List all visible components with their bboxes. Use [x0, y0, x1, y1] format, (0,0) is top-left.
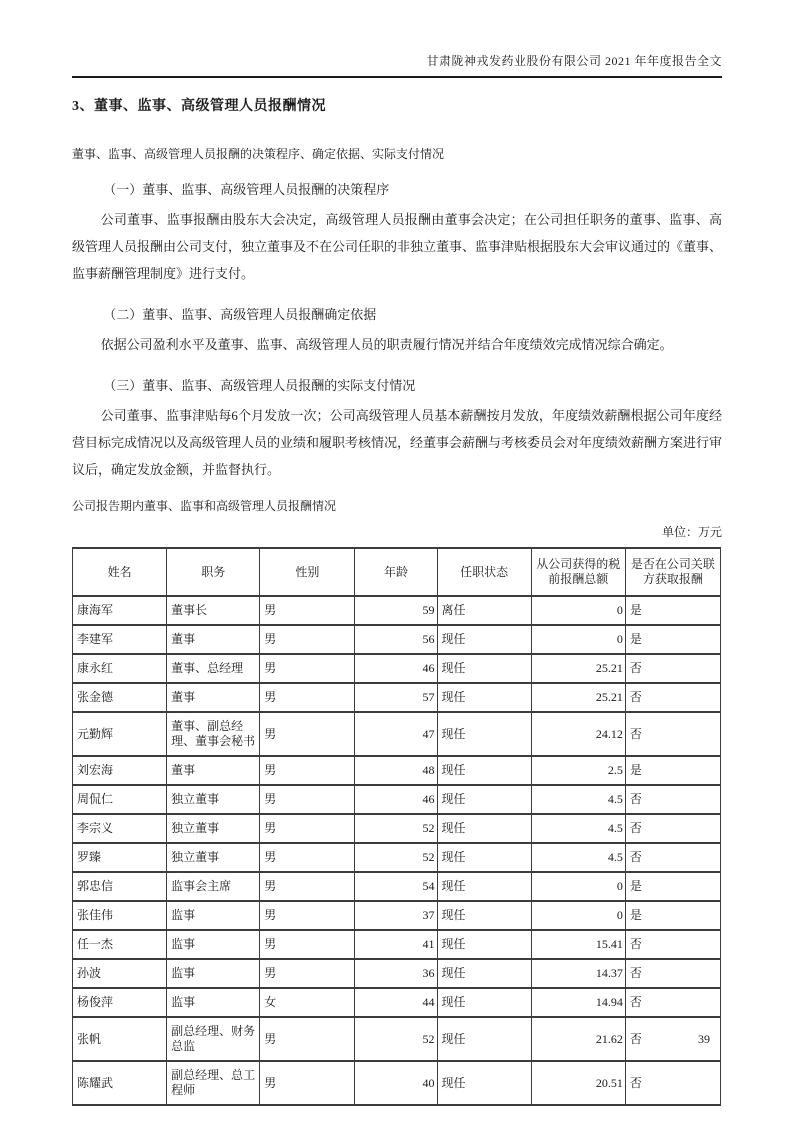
- table-row: [73, 1061, 721, 1105]
- paragraph-3: 公司董事、监事津贴每6个月发放一次；公司高级管理人员基本薪酬按月发放，年度绩效薪酬根据公司年度经营目标完成情况以及高级管理人员的业绩和履职考核情况，经董事会薪酬与考核委员会对年度绩效薪酬方案进行审议后，确定发放金额，并监督执行。: [72, 408, 723, 477]
- table-cell: 男: [260, 654, 355, 683]
- table-cell: 36: [355, 959, 437, 988]
- table-cell: 47: [355, 712, 437, 756]
- table-cell: 59: [355, 596, 437, 625]
- table-cell: 52: [355, 814, 437, 843]
- table-cell: 52: [355, 1017, 437, 1061]
- table-row: [73, 930, 721, 959]
- table-cell: 现任: [437, 872, 531, 901]
- table-row: [73, 683, 721, 712]
- page-number: 39: [698, 1032, 710, 1046]
- table-cell: 15.41: [531, 930, 625, 959]
- table-cell: 离任: [437, 596, 531, 625]
- table-cell: 57: [355, 683, 437, 712]
- table-row: [73, 625, 721, 654]
- table-cell: 46: [355, 785, 437, 814]
- table-cell: 周侃仁: [73, 785, 167, 814]
- table-cell: 21.62: [531, 1017, 625, 1061]
- table-row: [73, 988, 721, 1017]
- table-cell: 刘宏海: [73, 756, 167, 785]
- table-cell: 否: [625, 654, 720, 683]
- table-row: [73, 901, 721, 930]
- table-cell: 现任: [437, 988, 531, 1017]
- table-row: [73, 814, 721, 843]
- table-cell: 男: [260, 712, 355, 756]
- table-cell: 男: [260, 625, 355, 654]
- table-cell: 杨俊萍: [73, 988, 167, 1017]
- table-cell: 25.21: [531, 683, 625, 712]
- table-cell: 现任: [437, 930, 531, 959]
- header-cell: 年龄: [355, 548, 437, 596]
- table-cell: 男: [260, 872, 355, 901]
- table-cell: 37: [355, 901, 437, 930]
- table-cell: 男: [260, 785, 355, 814]
- table-cell: 现任: [437, 814, 531, 843]
- table-cell: 陈耀武: [73, 1061, 167, 1105]
- table-cell: 张金德: [73, 683, 167, 712]
- table-cell: 孙波: [73, 959, 167, 988]
- table-cell: 现任: [437, 625, 531, 654]
- table-cell: 监事会主席: [167, 872, 260, 901]
- table-row: [73, 654, 721, 683]
- table-cell: 现任: [437, 683, 531, 712]
- table-cell: 否: [625, 683, 720, 712]
- table-cell: 现任: [437, 712, 531, 756]
- table-cell: 男: [260, 1017, 355, 1061]
- table-cell: 男: [260, 959, 355, 988]
- table-cell: 否: [625, 988, 720, 1017]
- content-area: [72, 0, 722, 1106]
- report-header-title: 甘肃陇神戎发药业股份有限公司 2021 年年度报告全文: [426, 54, 722, 68]
- table-row: [73, 1017, 721, 1061]
- table-cell: 46: [355, 654, 437, 683]
- table-cell: 54: [355, 872, 437, 901]
- table-cell: 是: [625, 756, 720, 785]
- table-row: [73, 959, 721, 988]
- header-rule: [72, 76, 722, 78]
- table-cell: 56: [355, 625, 437, 654]
- section-title: 3、董事、监事、高级管理人员报酬情况: [72, 99, 326, 114]
- table-cell: 董事、总经理: [167, 654, 260, 683]
- table-cell: 李建军: [73, 625, 167, 654]
- table-cell: 元勤辉: [73, 712, 167, 756]
- table-cell: 是: [625, 625, 720, 654]
- table-cell: 现任: [437, 756, 531, 785]
- table-cell: 女: [260, 988, 355, 1017]
- table-cell: 14.94: [531, 988, 625, 1017]
- header-cell: 职务: [167, 548, 260, 596]
- table-cell: 2.5: [531, 756, 625, 785]
- table-cell: 监事: [167, 959, 260, 988]
- table-cell: 41: [355, 930, 437, 959]
- table-cell: 否: [625, 930, 720, 959]
- header-cell: 任职状态: [437, 548, 531, 596]
- table-cell: 25.21: [531, 654, 625, 683]
- table-cell: 0: [531, 625, 625, 654]
- table-cell: 张帆: [73, 1017, 167, 1061]
- table-cell: 董事长: [167, 596, 260, 625]
- table-cell: 48: [355, 756, 437, 785]
- table-cell: 张佳伟: [73, 901, 167, 930]
- table-cell: 男: [260, 814, 355, 843]
- table-cell: 监事: [167, 930, 260, 959]
- table-cell: 董事: [167, 683, 260, 712]
- table-cell: 否: [625, 1017, 720, 1061]
- table-cell: 副总经理、总工程师: [167, 1061, 260, 1105]
- table-cell: 0: [531, 872, 625, 901]
- header-cell: 性别: [260, 548, 355, 596]
- header-cell: 姓名: [73, 548, 167, 596]
- table-cell: 董事、副总经理、董事会秘书: [167, 712, 260, 756]
- unit-label: 单位：万元: [661, 525, 722, 539]
- table-cell: 现任: [437, 959, 531, 988]
- table-cell: 0: [531, 596, 625, 625]
- table-cell: 否: [625, 814, 720, 843]
- header-cell: 是否在公司关联方获取报酬: [625, 548, 720, 596]
- subheading-2: （二）董事、监事、高级管理人员报酬确定依据: [103, 307, 377, 322]
- table-cell: 4.5: [531, 814, 625, 843]
- table-row: [73, 872, 721, 901]
- header-cell: 从公司获得的税前报酬总额: [531, 548, 625, 596]
- table-cell: 是: [625, 901, 720, 930]
- table-cell: 康海军: [73, 596, 167, 625]
- table-cell: 现任: [437, 785, 531, 814]
- table-cell: 否: [625, 959, 720, 988]
- table-cell: 男: [260, 756, 355, 785]
- compensation-table: [72, 547, 721, 1106]
- paragraph-1: 公司董事、监事报酬由股东大会决定，高级管理人员报酬由董事会决定；在公司担任职务的董事、监事、高级管理人员报酬由公司支付，独立董事及不在公司任职的非独立董事、监事津贴根据股东大会审议通过的《董事、监事薪酬管理制度》进行支付。: [72, 212, 723, 281]
- table-cell: 14.37: [531, 959, 625, 988]
- report-header: [72, 0, 722, 69]
- table-cell: 男: [260, 1061, 355, 1105]
- table-cell: 20.51: [531, 1061, 625, 1105]
- subheading-3: （三）董事、监事、高级管理人员报酬的实际支付情况: [103, 378, 416, 393]
- table-row: [73, 712, 721, 756]
- table-head: [73, 548, 721, 596]
- table-cell: 独立董事: [167, 814, 260, 843]
- table-cell: 现任: [437, 843, 531, 872]
- table-cell: 否: [625, 785, 720, 814]
- table-cell: 4.5: [531, 843, 625, 872]
- table-cell: 现任: [437, 901, 531, 930]
- table-cell: 现任: [437, 1017, 531, 1061]
- table-header-row: [73, 548, 721, 596]
- table-cell: 董事: [167, 756, 260, 785]
- table-cell: 男: [260, 683, 355, 712]
- table-cell: 40: [355, 1061, 437, 1105]
- table-cell: 44: [355, 988, 437, 1017]
- table-cell: 李宗义: [73, 814, 167, 843]
- table-cell: 男: [260, 596, 355, 625]
- table-cell: 男: [260, 843, 355, 872]
- table-cell: 独立董事: [167, 843, 260, 872]
- table-row: [73, 756, 721, 785]
- table-cell: 否: [625, 1061, 720, 1105]
- table-caption: 公司报告期内董事、监事和高级管理人员报酬情况: [72, 499, 337, 513]
- table-cell: 否: [625, 843, 720, 872]
- paragraph-2: 依据公司盈利水平及董事、监事、高级管理人员的职责履行情况并结合年度绩效完成情况综合确定。: [100, 337, 673, 352]
- table-cell: 郭忠信: [73, 872, 167, 901]
- table-row: [73, 596, 721, 625]
- intro-text: 董事、监事、高级管理人员报酬的决策程序、确定依据、实际支付情况: [72, 147, 445, 161]
- table-cell: 否: [625, 712, 720, 756]
- table-cell: 监事: [167, 901, 260, 930]
- table-cell: 52: [355, 843, 437, 872]
- table-cell: 男: [260, 930, 355, 959]
- table-row: [73, 785, 721, 814]
- table-cell: 康永红: [73, 654, 167, 683]
- table-cell: 董事: [167, 625, 260, 654]
- table-cell: 是: [625, 596, 720, 625]
- table-cell: 4.5: [531, 785, 625, 814]
- table-row: [73, 843, 721, 872]
- table-cell: 监事: [167, 988, 260, 1017]
- table-cell: 男: [260, 901, 355, 930]
- table-cell: 现任: [437, 1061, 531, 1105]
- subheading-1: （一）董事、监事、高级管理人员报酬的决策程序: [103, 182, 390, 197]
- table-cell: 现任: [437, 654, 531, 683]
- table-cell: 罗臻: [73, 843, 167, 872]
- table-cell: 任一杰: [73, 930, 167, 959]
- table-body: [73, 596, 721, 1105]
- table-cell: 是: [625, 872, 720, 901]
- table-cell: 0: [531, 901, 625, 930]
- table-cell: 24.12: [531, 712, 625, 756]
- table-cell: 副总经理、财务总监: [167, 1017, 260, 1061]
- table-cell: 独立董事: [167, 785, 260, 814]
